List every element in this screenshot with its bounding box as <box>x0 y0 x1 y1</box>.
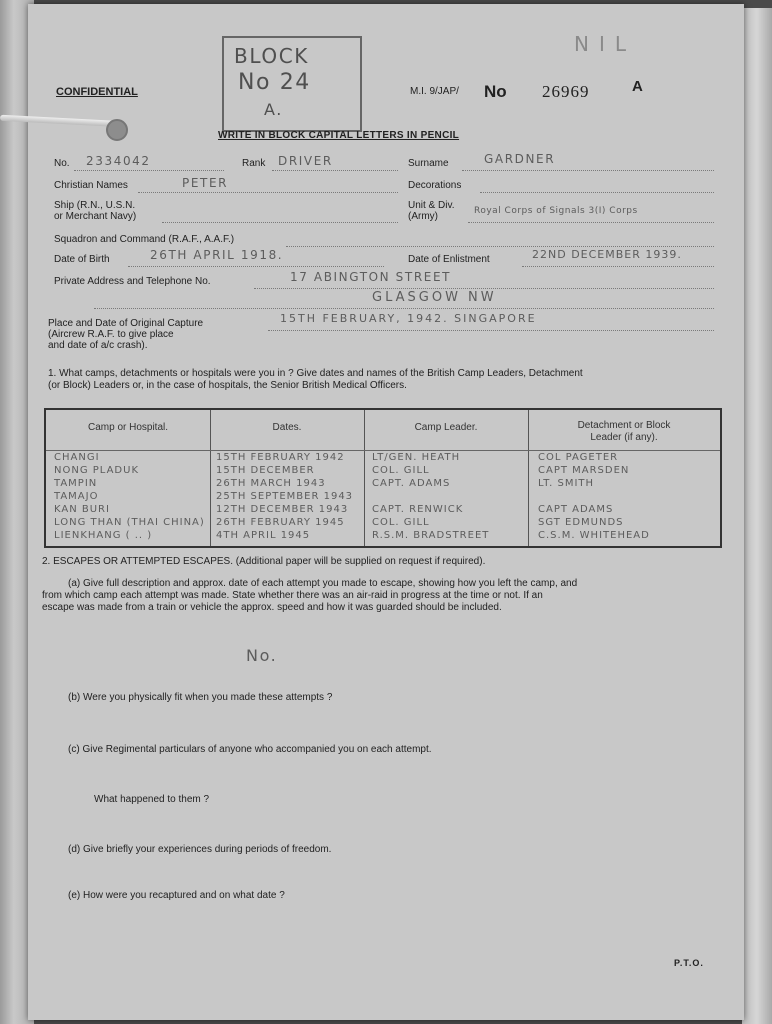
header-camp-leader: Camp Leader. <box>414 422 478 433</box>
decorations-line <box>480 192 714 193</box>
stamp-line-3: A. <box>264 100 283 119</box>
stamp-line-2: No 24 <box>238 70 311 95</box>
no-line <box>74 170 224 171</box>
table-cell: 12TH DECEMBER 1943 <box>216 504 349 515</box>
enlistment-label: Date of Enlistment <box>408 254 490 265</box>
q2d-text: (d) Give briefly your experiences during periods of freedom. <box>68 844 332 855</box>
christian-names-line <box>138 192 398 193</box>
table-cell: NONG PLADUK <box>54 465 140 476</box>
capture-line <box>268 330 714 331</box>
table-cell: LIENKHANG ( .. ) <box>54 530 153 541</box>
dob-value: 26TH APRIL 1918. <box>150 248 284 262</box>
q2b-text: (b) Were you physically fit when you made these attempts ? <box>68 692 333 703</box>
table-cell: 25TH SEPTEMBER 1943 <box>216 491 354 502</box>
stamp-line-1: BLOCK <box>234 44 309 68</box>
ship-label-1: Ship (R.N., U.S.N. <box>54 200 136 211</box>
address-line-1 <box>254 288 714 289</box>
camps-table <box>44 408 722 548</box>
christian-names-label: Christian Names <box>54 180 128 191</box>
table-cell: LT/GEN. HEATH <box>372 452 461 463</box>
table-cell: TAMPIN <box>54 478 98 489</box>
table-cell: TAMAJO <box>54 491 99 502</box>
no-value: 2334042 <box>86 154 151 168</box>
capture-value: 15TH FEBRUARY, 1942. SINGAPORE <box>280 312 537 325</box>
table-cell: LONG THAN (THAI CHINA) <box>54 517 205 528</box>
dob-line <box>128 266 384 267</box>
surname-label: Surname <box>408 158 449 169</box>
serial-number: 26969 <box>542 82 590 101</box>
table-cell: 26TH MARCH 1943 <box>216 478 326 489</box>
surname-value: GARDNER <box>484 152 556 166</box>
unit-label-1: Unit & Div. <box>408 200 455 211</box>
table-cell: CAPT. ADAMS <box>372 478 451 489</box>
enlistment-line <box>522 266 714 267</box>
pto-label: P.T.O. <box>674 958 704 968</box>
table-cell: SGT EDMUNDS <box>538 517 624 528</box>
ship-label-2: or Merchant Navy) <box>54 211 137 222</box>
corner-note: NIL <box>574 32 637 56</box>
q2a-text-2: from which camp each attempt was made. State whether there was an air-raid in progress at the time or not. If an <box>42 590 543 601</box>
table-cell: CHANGI <box>54 452 100 463</box>
rank-value: DRIVER <box>278 154 333 168</box>
serial-suffix: A <box>632 78 643 95</box>
table-cell: CAPT. RENWICK <box>372 504 464 515</box>
table-cell: 4TH APRIL 1945 <box>216 530 311 541</box>
table-cell: R.S.M. BRADSTREET <box>372 530 490 541</box>
q2a-text-1: (a) Give full description and approx. date of each attempt you made to escape, showing how you left the camp, and <box>68 578 578 589</box>
header-camp: Camp or Hospital. <box>87 422 169 433</box>
rank-label: Rank <box>242 158 266 169</box>
enlistment-value: 22ND DECEMBER 1939. <box>532 248 682 261</box>
table-cell: CAPT ADAMS <box>538 504 614 515</box>
table-cell: COL. GILL <box>372 517 430 528</box>
table-cell: 15TH FEBRUARY 1942 <box>216 452 345 463</box>
table-cell: COL PAGETER <box>538 452 619 463</box>
table-cell: CAPT MARSDEN <box>538 465 630 476</box>
block-stamp <box>222 36 362 132</box>
ship-line <box>162 222 398 223</box>
number-label: No <box>484 82 507 101</box>
q1-text-2: (or Block) Leaders or, in the case of hospitals, the Senior British Medical Officers. <box>48 380 407 391</box>
instruction-banner: WRITE IN BLOCK CAPITAL LETTERS IN PENCIL <box>218 130 460 141</box>
address-label: Private Address and Telephone No. <box>54 276 211 287</box>
table-cell: 26TH FEBRUARY 1945 <box>216 517 345 528</box>
q2-heading: 2. ESCAPES OR ATTEMPTED ESCAPES. (Additional paper will be supplied on request if required). <box>42 556 486 567</box>
christian-names-value: PETER <box>182 176 229 190</box>
table-cell: 15TH DECEMBER <box>216 465 315 476</box>
dob-label: Date of Birth <box>54 254 110 265</box>
squadron-line <box>286 246 714 247</box>
no-label: No. <box>54 158 70 169</box>
rank-line <box>272 170 398 171</box>
surname-line <box>462 170 714 171</box>
confidential-label: CONFIDENTIAL <box>56 86 138 98</box>
address-value-1: 17 ABINGTON STREET <box>290 270 452 284</box>
q2a-answer: No. <box>246 646 278 665</box>
header-detachment-2: Leader (if any). <box>590 432 658 443</box>
table-cell: COL. GILL <box>372 465 430 476</box>
q2a-text-3: escape was made from a train or vehicle the approx. speed and how it was guarded should be included. <box>42 602 502 613</box>
capture-label-1: Place and Date of Original Capture <box>48 318 204 329</box>
q2c-sub-text: What happened to them ? <box>94 794 210 805</box>
table-cell: KAN BURI <box>54 504 110 515</box>
address-value-2: GLASGOW NW <box>372 290 497 305</box>
q2c-text: (c) Give Regimental particulars of anyone who accompanied you on each attempt. <box>68 744 432 755</box>
squadron-label: Squadron and Command (R.A.F., A.A.F.) <box>54 234 235 245</box>
header-divider <box>46 450 720 451</box>
form-sheet <box>28 4 744 1020</box>
unit-label-2: (Army) <box>408 211 438 222</box>
capture-label-2: (Aircrew R.A.F. to give place <box>48 329 174 340</box>
decorations-label: Decorations <box>408 180 462 191</box>
capture-label-3: and date of a/c crash). <box>48 340 148 351</box>
table-cell: LT. SMITH <box>538 478 595 489</box>
q1-text-1: 1. What camps, detachments or hospitals were you in ? Give dates and names of the British Camp Leaders, Detachment <box>48 368 583 379</box>
unit-value: Royal Corps of Signals 3(I) Corps <box>474 206 638 216</box>
unit-line <box>468 222 714 223</box>
header-detachment: Detachment or Block <box>577 420 671 431</box>
reference-label: M.I. 9/JAP/ <box>410 86 459 97</box>
table-cell: C.S.M. WHITEHEAD <box>538 530 650 541</box>
punch-hole <box>106 119 128 141</box>
folder-edge-right <box>742 8 772 1024</box>
q2e-text: (e) How were you recaptured and on what date ? <box>68 890 285 901</box>
address-line-2 <box>94 308 714 309</box>
header-dates: Dates. <box>272 422 302 433</box>
